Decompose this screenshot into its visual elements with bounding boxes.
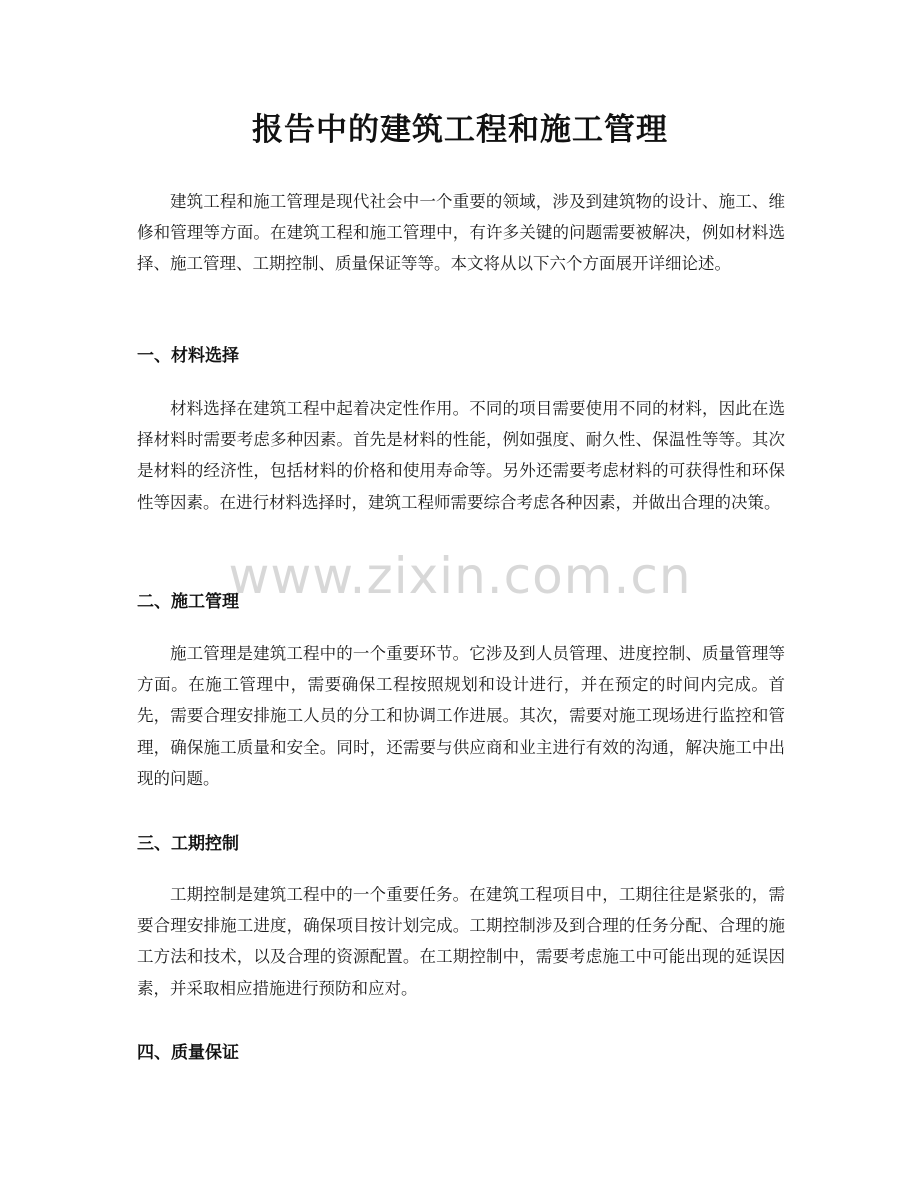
section-body-materials: 材料选择在建筑工程中起着决定性作用。不同的项目需要使用不同的材料，因此在选择材料时需要考虑多种因素。首先是材料的性能，例如强度、耐久性、保温性等等。其次是材料的经济性，包括材料的价格和使用寿命等。另外还需要考虑材料的可获得性和环保性等因素。在进行材料选择时，建筑工程师需要综合考虑各种因素，并做出合理的决策。 xyxy=(137,399,785,512)
section-heading-construction-management: 二、施工管理 xyxy=(137,592,239,612)
watermark: www.zixin.com.cn xyxy=(228,547,692,605)
section-heading-schedule-control: 三、工期控制 xyxy=(137,834,239,854)
section-heading-materials: 一、材料选择 xyxy=(137,346,239,366)
section-body-construction-management: 施工管理是建筑工程中的一个重要环节。它涉及到人员管理、进度控制、质量管理等方面。在施工管理中，需要确保工程按照规划和设计进行，并在预定的时间内完成。首先，需要合理安排施工人员的分工和协调工作进展。其次，需要对施工现场进行监控和管理，确保施工质量和安全。同时，还需要与供应商和业主进行有效的沟通，解决施工中出现的问题。 xyxy=(137,644,785,788)
section-heading-quality-assurance: 四、质量保证 xyxy=(137,1043,239,1063)
document-title: 报告中的建筑工程和施工管理 xyxy=(252,112,668,148)
section-body-schedule-control: 工期控制是建筑工程中的一个重要任务。在建筑工程项目中，工期往往是紧张的，需要合理安排施工进度，确保项目按计划完成。工期控制涉及到合理的任务分配、合理的施工方法和技术，以及合理的资源配置。在工期控制中，需要考虑施工中可能出现的延误因素，并采取相应措施进行预防和应对。 xyxy=(137,885,785,998)
intro-paragraph: 建筑工程和施工管理是现代社会中一个重要的领域，涉及到建筑物的设计、施工、维修和管理等方面。在建筑工程和施工管理中，有许多关键的问题需要被解决，例如材料选择、施工管理、工期控制、质量保证等等。本文将从以下六个方面展开详细论述。 xyxy=(137,192,785,274)
